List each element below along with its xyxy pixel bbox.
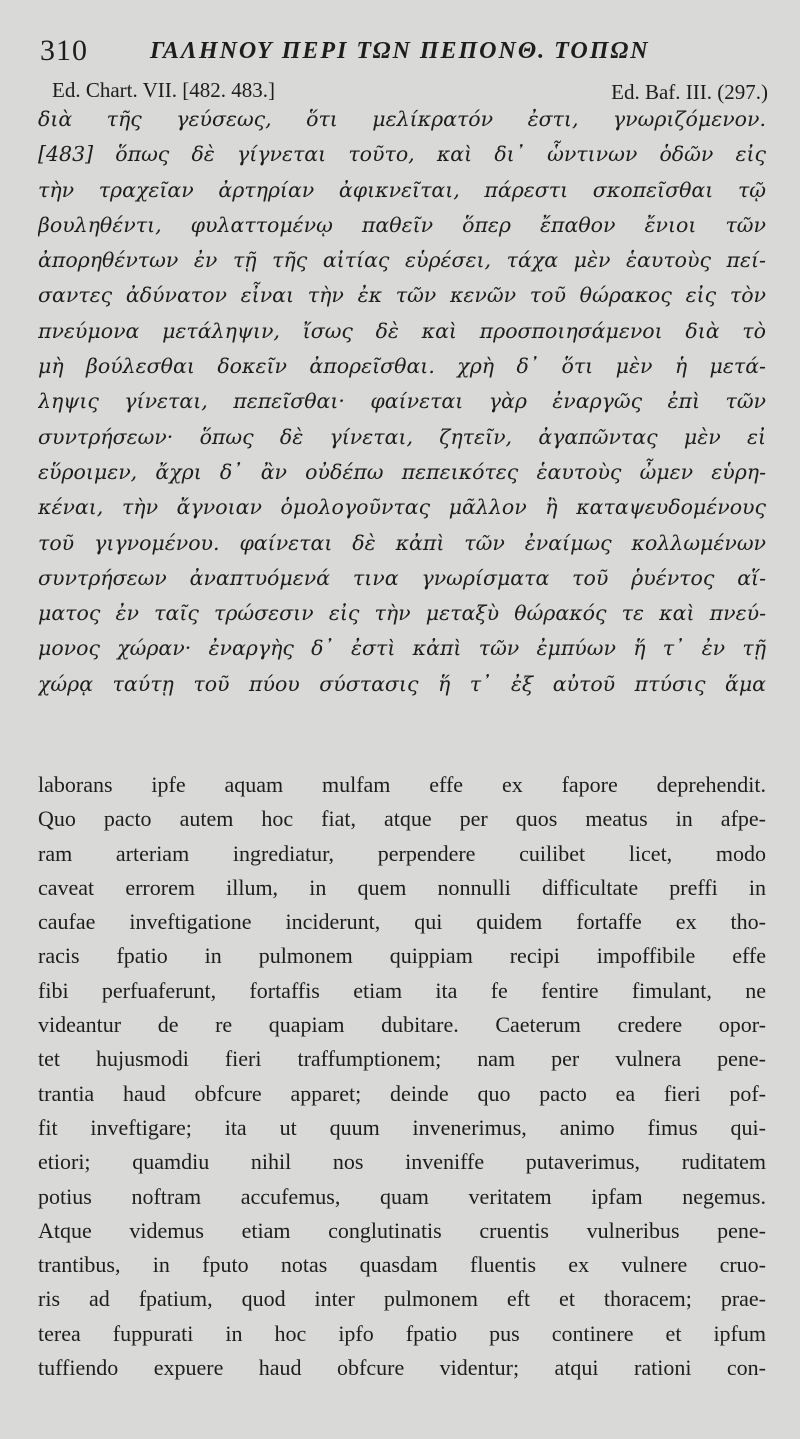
greek-text-line: βουληθέντι, φυλαττομένῳ παθεῖν ὅπερ ἔπαθον ἔνιοι τῶν <box>38 212 766 237</box>
running-head <box>40 34 780 74</box>
latin-text-line: Atque videmus etiam conglutinatis cruentis vulneribus pene- <box>38 1217 766 1243</box>
latin-text-line: etiori; quamdiu nihil nos inveniffe putaverimus, ruditatem <box>38 1149 766 1175</box>
latin-text-line: trantibus, in fputo notas quasdam fluentis ex vulnere cruo- <box>38 1252 766 1278</box>
latin-text-line: fibi perfuaferunt, fortaffis etiam ita fe fentire fimulant, ne <box>38 977 766 1003</box>
latin-text-line: potius noftram accufemus, quam veritatem ipfam negemus. <box>38 1183 766 1209</box>
greek-text-line: ληψις γίνεται, πεπεῖσθαι· φαίνεται γὰρ ἐναργῶς ἐπὶ τῶν <box>38 389 766 414</box>
greek-text-line: τοῦ γιγνομένου. φαίνεται δὲ κἀπὶ τῶν ἐναίμως κολλωμένων <box>38 530 766 555</box>
greek-text-line: μονος χώραν· ἐναργὴς δ᾽ ἐστὶ κἀπὶ τῶν ἐμπύων ἥ τ᾽ ἐν τῇ <box>38 636 766 661</box>
greek-text-line: διὰ τῆς γεύσεως, ὅτι μελίκρατόν ἐστι, γνωριζόμενον. <box>38 107 766 131</box>
greek-text-line: συντρήσεων· ὅπως δὲ γίνεται, ζητεῖν, ἀγαπῶντας μὲν εἰ <box>38 424 766 449</box>
latin-text-line: ram arteriam ingrediatur, perpendere cuilibet licet, modo <box>38 840 766 866</box>
latin-text-line: Quo pacto autem hoc fiat, atque per quos meatus in afpe- <box>38 806 766 832</box>
edition-basel-reference: Ed. Baf. III. (297.) <box>611 80 768 104</box>
greek-text-line: εὕροιμεν, ἄχρι δ᾽ ἂν οὐδέπω πεπεικότες ἑαυτοὺς ὦμεν εὑρη- <box>38 459 766 484</box>
latin-text-line: racis fpatio in pulmonem quippiam recipi impoffibile effe <box>38 943 766 969</box>
greek-text-line: σαντες ἀδύνατον εἶναι τὴν ἐκ τῶν κενῶν τοῦ θώρακος εἰς τὸν <box>38 283 766 308</box>
latin-text-line: laborans ipfe aquam mulfam effe ex fapore deprehendit. <box>38 772 766 797</box>
greek-text-line: πνεύμονα μετάληψιν, ἴσως δὲ καὶ προσποιησάμενοι διὰ τὸ <box>38 318 766 343</box>
page-number: 310 <box>40 34 88 67</box>
latin-text-line: tuffiendo expuere haud obfcure videntur; atqui rationi con- <box>38 1355 766 1381</box>
latin-text-line: videantur de re quapiam dubitare. Caeterum credere opor- <box>38 1012 766 1038</box>
latin-text-line: tet hujusmodi fieri traffumptionem; nam per vulnera pene- <box>38 1046 766 1072</box>
latin-text-line: fit inveftigare; ita ut quum invenerimus, animo fimus qui- <box>38 1114 766 1140</box>
latin-text-line: caveat errorem illum, in quem nonnulli difficultate preffi in <box>38 874 766 900</box>
greek-text-line: μὴ βούλεσθαι δοκεῖν ἀπορεῖσθαι. χρὴ δ᾽ ὅτι μὲν ἡ μετά- <box>38 354 766 379</box>
greek-text-line: τὴν τραχεῖαν ἀρτηρίαν ἀφικνεῖται, πάρεστι σκοπεῖσθαι τῷ <box>38 177 766 202</box>
latin-text-line: ris ad fpatium, quod inter pulmonem eft et thoracem; prae- <box>38 1286 766 1312</box>
greek-text-line: ματος ἐν ταῖς τρώσεσιν εἰς τὴν μεταξὺ θώρακός τε καὶ πνεύ- <box>38 601 766 626</box>
latin-text-line: caufae inveftigatione inciderunt, qui quidem fortaffe ex tho- <box>38 909 766 935</box>
greek-text-line: χώρᾳ ταύτῃ τοῦ πύου σύστασις ἥ τ᾽ ἐξ αὐτοῦ πτύσις ἅμα <box>38 671 766 696</box>
greek-text-line: ἀπορηθέντων ἐν τῇ τῆς αἰτίας εὑρέσει, τάχα μὲν ἑαυτοὺς πεί- <box>38 248 766 273</box>
edition-chart-reference: Ed. Chart. VII. [482. 483.] <box>52 78 275 102</box>
greek-text-line: κέναι, τὴν ἄγνοιαν ὁμολογοῦντας μᾶλλον ἢ καταψευδομένους <box>38 495 766 520</box>
greek-text-line: [483] ὅπως δὲ γίγνεται τοῦτο, καὶ δι᾽ ὧντινων ὁδῶν εἰς <box>38 142 766 167</box>
running-title: ΓΑΛΗΝΟΥ ΠΕΡΙ ΤΩΝ ΠΕΠΟΝΘ. ΤΟΠΩΝ <box>150 38 650 64</box>
greek-text-block <box>38 102 766 702</box>
latin-text-block <box>38 768 766 1385</box>
latin-text-line: trantia haud obfcure apparet; deinde quo pacto ea fieri pof- <box>38 1080 766 1106</box>
latin-text-line: terea fuppurati in hoc ipfo fpatio pus continere et ipfum <box>38 1320 766 1346</box>
greek-text-line: συντρήσεων ἀναπτυόμενά τινα γνωρίσματα τοῦ ῥυέντος αἵ- <box>38 565 766 590</box>
